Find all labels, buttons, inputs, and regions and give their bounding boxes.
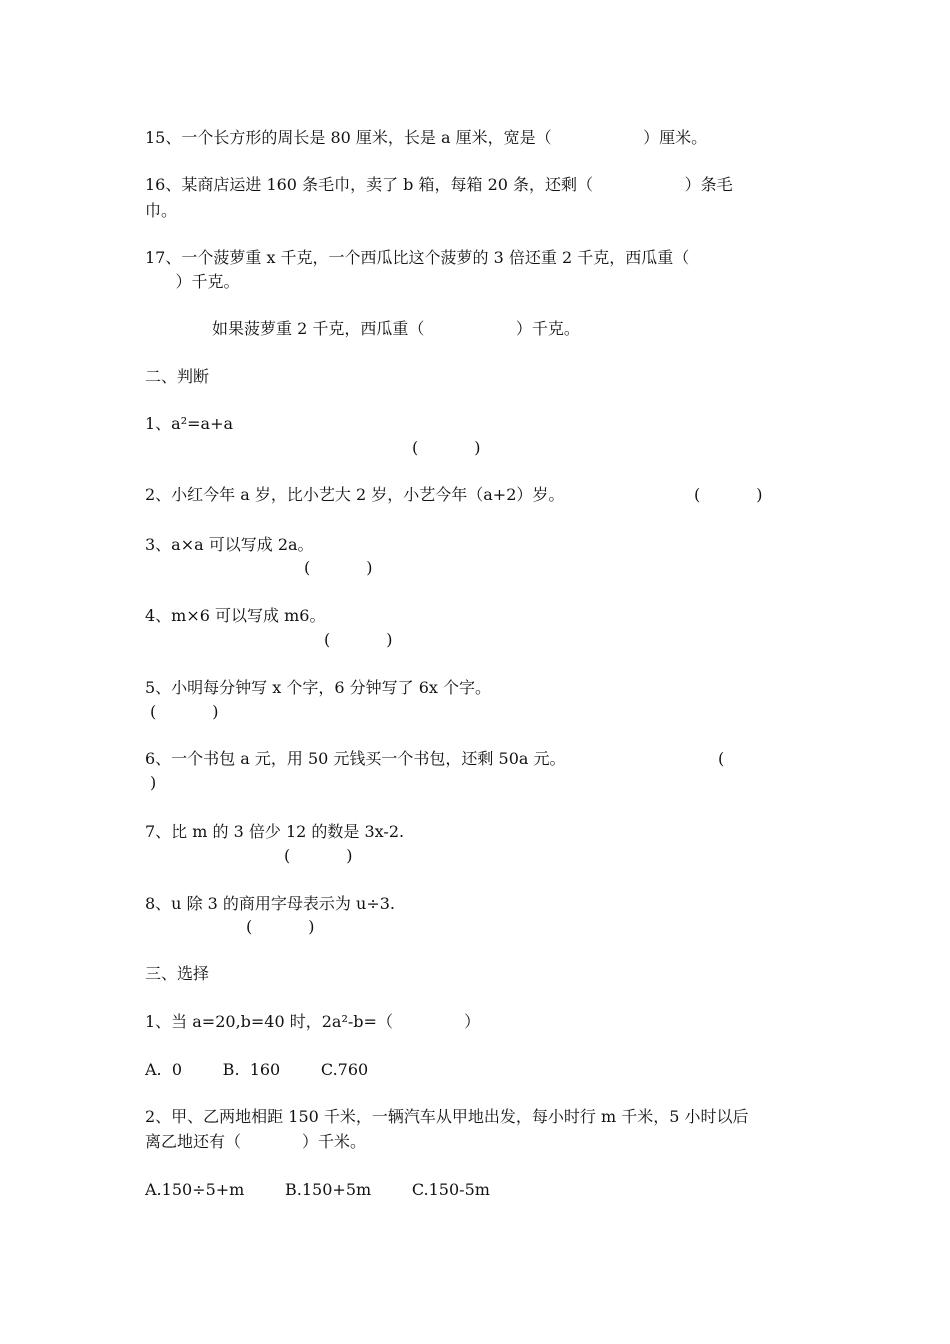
judge-item-2-answer: ( ) xyxy=(694,485,763,504)
section-title-choice: 三、选择 xyxy=(145,964,210,983)
question-17-line-3: 如果菠萝重 2 千克，西瓜重（ ）千克。 xyxy=(212,319,580,338)
choice-question-1: 1、当 a=20,b=40 时，2a²-b=（ ） xyxy=(145,1012,481,1031)
judge-item-5-text: 5、小明每分钟写 x 个字，6 分钟写了 6x 个字。 xyxy=(145,678,492,697)
section-title-judge: 二、判断 xyxy=(145,367,210,386)
choice-question-2-line-2: 离乙地还有（ ）千米。 xyxy=(145,1132,367,1151)
question-16-line-1: 16、某商店运进 160 条毛巾，卖了 b 箱，每箱 20 条，还剩（ ）条毛 xyxy=(145,175,733,194)
judge-item-4-text: 4、m×6 可以写成 m6。 xyxy=(145,606,326,625)
judge-item-6-paren-close: ) xyxy=(150,773,157,792)
question-15: 15、一个长方形的周长是 80 厘米，长是 a 厘米，宽是（ ）厘米。 xyxy=(145,128,708,147)
judge-item-4-answer: ( ) xyxy=(324,630,393,649)
judge-item-1-text: 1、a²=a+a xyxy=(145,414,234,433)
judge-item-1-answer: ( ) xyxy=(412,438,481,457)
judge-item-7-text: 7、比 m 的 3 倍少 12 的数是 3x-2. xyxy=(145,822,405,841)
choice-question-2-line-1: 2、甲、乙两地相距 150 千米，一辆汽车从甲地出发，每小时行 m 千米，5 小时以后 xyxy=(145,1107,749,1126)
question-17-line-2: ）千克。 xyxy=(145,272,240,291)
judge-item-6-text: 6、一个书包 a 元，用 50 元钱买一个书包，还剩 50a 元。 xyxy=(145,749,566,768)
question-16-line-2: 巾。 xyxy=(145,201,178,220)
judge-item-8-answer: ( ) xyxy=(246,917,315,936)
judge-item-7-answer: ( ) xyxy=(284,846,353,865)
judge-item-6-paren-open: ( xyxy=(718,749,725,768)
judge-item-3-text: 3、a×a 可以写成 2a。 xyxy=(145,535,314,554)
judge-item-2-text: 2、小红今年 a 岁，比小艺大 2 岁，小艺今年（a+2）岁。 xyxy=(145,485,565,504)
choice-question-2-options: A.150÷5+m B.150+5m C.150-5m xyxy=(145,1180,490,1199)
judge-item-3-answer: ( ) xyxy=(304,558,373,577)
question-17-line-1: 17、一个菠萝重 x 千克，一个西瓜比这个菠萝的 3 倍还重 2 千克，西瓜重（ xyxy=(145,248,690,267)
judge-item-5-answer: ( ) xyxy=(150,702,219,721)
choice-question-1-options: A. 0 B. 160 C.760 xyxy=(145,1060,369,1079)
judge-item-8-text: 8、u 除 3 的商用字母表示为 u÷3. xyxy=(145,894,395,913)
